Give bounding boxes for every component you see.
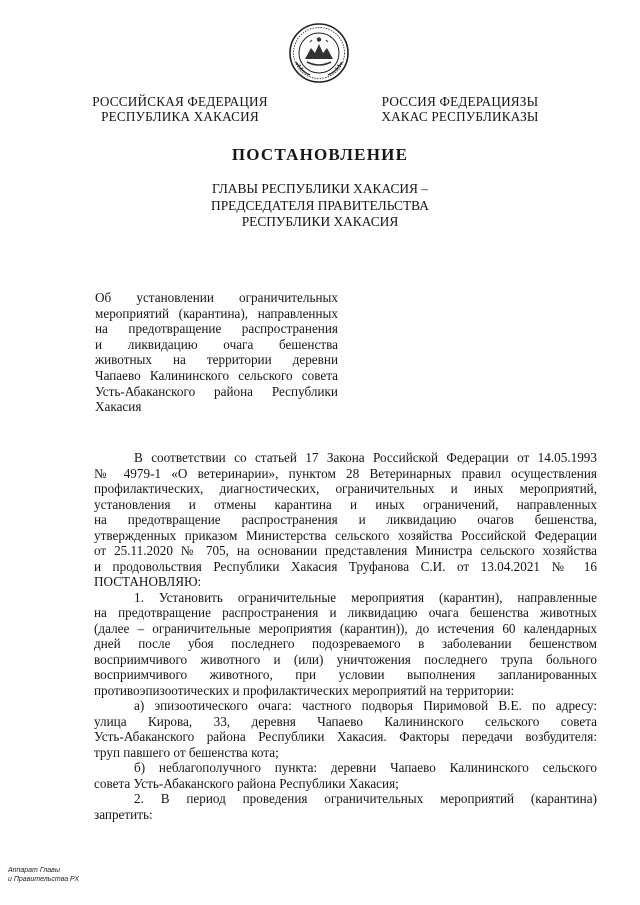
subject-line: мероприятий (карантина), направленных [95,305,338,321]
body-line: на предотвращение распространения и ликвидацию очагов бешенства, [94,512,597,527]
body-line: дней после убоя последнего подозреваемого в заболевании бешенством [94,636,597,651]
body-line: на предотвращение распространения и ликвидацию очага бешенства животных [94,605,597,620]
subject-line: Хакасия [95,399,142,415]
body-line: противоэпизоотических и профилактических мероприятий на территории: [94,682,515,698]
body-line: труп павшего от бешенства кота; [94,744,279,760]
header-left-line: РЕСПУБЛИКА ХАКАСИЯ [101,109,259,124]
body-line: и продовольствия Республики Хакасия Труфанова С.И. от 13.04.2021 № 16 [94,558,597,574]
body-line: (далее – ограничительные мероприятия (карантин)), до истечения 60 календарных [94,620,597,636]
body-line: улица Кирова, 33, деревня Чапаево Калининского сельского совета [94,713,597,729]
subtitle-line: ГЛАВЫ РЕСПУБЛИКИ ХАКАСИЯ – [211,181,429,196]
body-line: утвержденных приказом Министерства сельского хозяйства Российской Федерации [94,527,597,543]
stamp-line: Аппарат Главы [8,867,60,874]
body-line: установления и отмены карантина и иных ограничений, направленных [94,496,597,512]
body-line: совета Усть-Абаканского района Республики Хакасия; [94,775,399,791]
body-line: В соответствии со статьей 17 Закона Российской Федерации от 14.05.1993 [134,450,597,465]
body-line: восприимчивого животного и (или) уничтожения последнего трупа больного [94,651,597,667]
body-line: а) эпизоотического очага: частного подворья Пиримовой В.Е. по адресу: [134,698,597,713]
subject-line: на предотвращение распространения [95,321,338,337]
body-line: ПОСТАНОВЛЯЮ: [94,574,202,589]
body-line: 2. В период проведения ограничительных мероприятий (карантина) [134,791,597,806]
document-subject [95,290,338,415]
subject-line: Об установлении ограничительных [95,290,338,305]
document-title: ПОСТАНОВЛЕНИЕ [231,145,409,164]
khakassia-coat-of-arms-icon [288,22,350,84]
subtitle-line: ПРЕДСЕДАТЕЛЯ ПРАВИТЕЛЬСТВА [211,197,429,213]
body-line: 1. Установить ограничительные мероприятия (карантин), направленные [134,589,597,605]
body-line: профилактических, диагностических, ограничительных и иных мероприятий, [94,481,597,496]
document-subtitle [0,181,640,231]
header-left [90,94,270,124]
subtitle-line: РЕСПУБЛИКИ ХАКАСИЯ [241,214,399,229]
body-line: № 4979-1 «О ветеринарии», пунктом 28 Ветеринарных правил осуществления [94,465,597,481]
header-right-line: РОССИЯ ФЕДЕРАЦИЯЗЫ [381,94,539,109]
subject-line: животных на территории деревни [95,352,338,368]
header-right-line: ХАКАС РЕСПУБЛИКАЗЫ [381,109,539,124]
body-line: восприимчивого животного, при условии выполнения запланированных [94,667,597,682]
document-body [94,450,597,822]
office-stamp [8,866,79,884]
body-line: запретить: [94,806,153,822]
subject-line: Усть-Абаканского района Республики [95,383,338,399]
subject-line: и ликвидацию очага бешенства [95,336,338,352]
header-left-line: РОССИЙСКАЯ ФЕДЕРАЦИЯ [92,94,268,109]
header-right [378,94,542,124]
subject-line: Чапаево Калининского сельского совета [95,367,338,383]
body-line: от 25.11.2020 № 705, на основании представления Министра сельского хозяйства [94,543,597,558]
stamp-line: и Правительства РХ [8,876,80,883]
body-line: б) неблагополучного пункта: деревни Чапаево Калининского сельского [134,760,597,775]
body-line: Усть-Абаканского района Республики Хакасия. Факторы передачи возбудителя: [94,729,597,744]
